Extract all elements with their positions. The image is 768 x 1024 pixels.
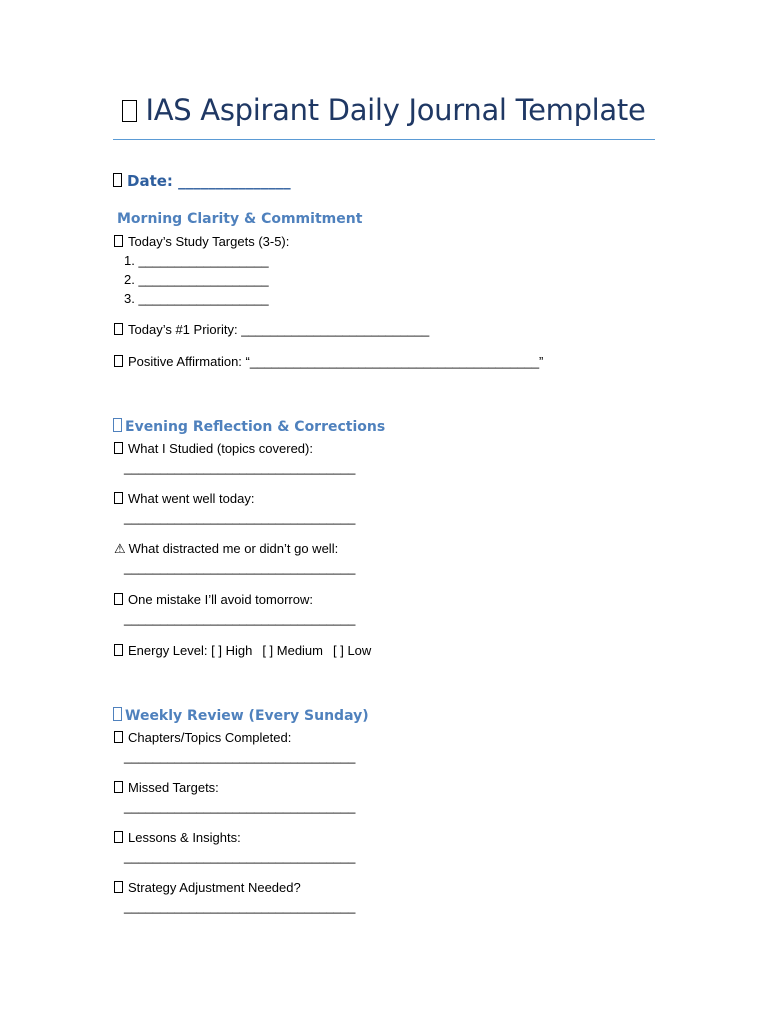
missing-glyph-icon [114,492,123,504]
chapters-blank: ________________________________ [124,749,356,764]
went-well-text: What went well today: [128,491,255,506]
missing-glyph-icon [122,100,137,122]
studied-blank: ________________________________ [124,460,356,475]
missing-glyph-icon [114,831,123,843]
energy-option-high[interactable]: [ ] High [211,643,253,658]
target-2: 2. __________________ [124,272,269,287]
affirmation-text: Positive Affirmation: “________________________________________” [128,354,544,369]
studied-text: What I Studied (topics covered): [128,441,313,456]
missing-glyph-icon [114,644,123,656]
lessons-line [114,830,241,845]
strategy-line [114,880,301,895]
warning-icon: ⚠ [114,541,126,556]
missing-glyph-icon [114,881,123,893]
missing-glyph-icon [114,323,123,335]
energy-label: Energy Level: [128,643,208,658]
strategy-text: Strategy Adjustment Needed? [128,880,301,895]
page-title-text: IAS Aspirant Daily Journal Template [145,93,646,127]
mistake-text: One mistake I’ll avoid tomorrow: [128,592,313,607]
morning-heading [117,211,362,227]
affirmation-line [114,354,543,369]
lessons-blank: ________________________________ [124,849,356,864]
missing-glyph-icon [114,593,123,605]
date-line [113,172,291,190]
target-1: 1. __________________ [124,253,269,268]
chapters-text: Chapters/Topics Completed: [128,730,292,745]
morning-heading-text: Morning Clarity & Commitment [117,211,363,227]
missing-glyph-icon [113,173,122,187]
strategy-blank: ________________________________ [124,899,356,914]
distracted-text: What distracted me or didn’t go well: [128,541,339,556]
weekly-heading [113,707,369,724]
distracted-line [114,541,338,557]
weekly-heading-text: Weekly Review (Every Sunday) [125,708,369,724]
energy-option-low[interactable]: [ ] Low [333,643,372,658]
missed-line [114,780,219,795]
study-targets-label: Today’s Study Targets (3-5): [128,234,290,249]
page-title [114,93,654,127]
mistake-line [114,592,313,607]
missing-glyph-icon [114,442,123,454]
study-targets-line [114,234,289,249]
missing-glyph-icon [114,355,123,367]
mistake-blank: ________________________________ [124,611,356,626]
priority-text: Today’s #1 Priority: __________________________ [128,322,430,337]
energy-line [114,643,371,658]
went-well-blank: ________________________________ [124,510,356,525]
title-underline [113,139,655,140]
date-text: Date: _______________ [127,172,291,190]
missing-glyph-icon [114,781,123,793]
priority-line [114,322,429,337]
energy-option-medium[interactable]: [ ] Medium [262,643,323,658]
distracted-blank: ________________________________ [124,560,356,575]
evening-heading [113,418,385,435]
missing-glyph-icon [114,235,123,247]
target-3: 3. __________________ [124,291,269,306]
missing-glyph-icon [114,731,123,743]
missing-glyph-icon [113,418,122,432]
missed-blank: ________________________________ [124,799,356,814]
studied-line [114,441,313,456]
missing-glyph-icon [113,707,122,721]
lessons-text: Lessons & Insights: [128,830,241,845]
chapters-line [114,730,291,745]
missed-text: Missed Targets: [128,780,219,795]
went-well-line [114,491,254,506]
evening-heading-text: Evening Reflection & Corrections [125,419,386,435]
